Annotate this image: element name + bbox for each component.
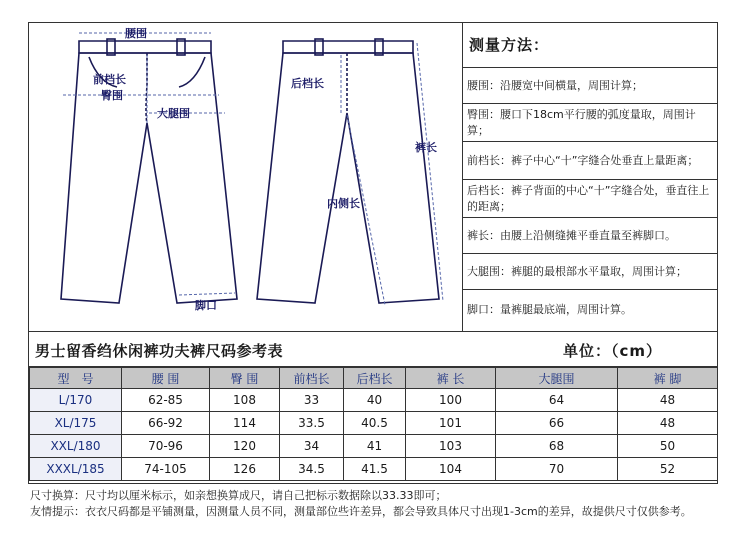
notes — [30, 488, 720, 520]
table-row — [30, 458, 718, 481]
cell-length: 101 — [406, 412, 496, 435]
method-item-thigh: 大腿围：裤腿的最根部水平量取，周围计算； — [463, 254, 717, 290]
inseam-label: 内侧长 — [327, 197, 360, 210]
cell-waist: 66-92 — [122, 412, 210, 435]
table-row — [30, 412, 718, 435]
hip-label: 臀围 — [101, 89, 123, 102]
cell-leg-opening: 52 — [618, 458, 718, 481]
cell-hip: 108 — [210, 389, 280, 412]
length-label: 裤长 — [415, 141, 437, 154]
leg-opening-label: 脚口 — [195, 299, 217, 312]
cell-front-rise: 33 — [280, 389, 344, 412]
header-length: 裤 长 — [406, 368, 496, 389]
cell-leg-opening: 48 — [618, 412, 718, 435]
table-title: 男士留香绉休闲裤功夫裤尺码参考表 — [35, 342, 284, 360]
method-item-front-rise: 前档长：裤子中心“十”字缝合处垂直上量距离； — [463, 142, 717, 180]
method-title: 测量方法： — [463, 23, 717, 68]
thigh-label: 大腿围 — [157, 107, 190, 120]
unit-label: 单位：（cm） — [563, 342, 663, 360]
header-thigh: 大腿围 — [496, 368, 618, 389]
cell-hip: 126 — [210, 458, 280, 481]
front-rise-label: 前档长 — [93, 73, 126, 86]
cell-length: 100 — [406, 389, 496, 412]
cell-length: 104 — [406, 458, 496, 481]
cell-size: XXL/180 — [30, 435, 122, 458]
pants-diagram — [29, 23, 463, 331]
cell-hip: 114 — [210, 412, 280, 435]
cell-front-rise: 33.5 — [280, 412, 344, 435]
cell-waist: 74-105 — [122, 458, 210, 481]
back-rise-label: 后档长 — [291, 77, 324, 90]
cell-thigh: 68 — [496, 435, 618, 458]
cell-thigh: 64 — [496, 389, 618, 412]
cell-hip: 120 — [210, 435, 280, 458]
cell-leg-opening: 48 — [618, 389, 718, 412]
cell-thigh: 70 — [496, 458, 618, 481]
header-size: 型 号 — [30, 368, 122, 389]
note-conversion: 尺寸换算：尺寸均以厘米标示，如亲想换算成尺，请自己把标示数据除以33.33即可； — [30, 489, 447, 502]
cell-waist: 70-96 — [122, 435, 210, 458]
method-item-leg-opening: 脚口：量裤腿最底端，周围计算。 — [467, 303, 632, 316]
table-header-row — [30, 368, 718, 389]
header-front-rise: 前档长 — [280, 368, 344, 389]
cell-back-rise: 40 — [344, 389, 406, 412]
method-item-length: 裤长：由腰上沿侧缝摊平垂直量至裤脚口。 — [463, 218, 717, 254]
header-leg-opening: 裤 脚 — [618, 368, 718, 389]
pants-illustration — [29, 23, 463, 331]
cell-thigh: 66 — [496, 412, 618, 435]
method-item-back-rise: 后档长：裤子背面的中心“十”字缝合处，垂直往上的距离； — [463, 180, 717, 218]
size-table — [29, 367, 718, 481]
method-item-waist: 腰围：沿腰宽中间横量，周围计算； — [463, 68, 717, 104]
cell-size: XL/175 — [30, 412, 122, 435]
note-tip: 友情提示：衣衣尺码都是平铺测量，因测量人员不同，测量部位些许差异，都会导致具体尺寸出现1-3cm的差异，故提供尺寸仅供参考。 — [30, 505, 692, 518]
header-back-rise: 后档长 — [344, 368, 406, 389]
cell-front-rise: 34 — [280, 435, 344, 458]
cell-waist: 62-85 — [122, 389, 210, 412]
header-waist: 腰 围 — [122, 368, 210, 389]
table-row — [30, 389, 718, 412]
header-hip: 臀 围 — [210, 368, 280, 389]
size-chart-frame — [28, 22, 718, 484]
table-row — [30, 435, 718, 458]
measurement-method-panel — [463, 23, 717, 331]
cell-leg-opening: 50 — [618, 435, 718, 458]
cell-front-rise: 34.5 — [280, 458, 344, 481]
cell-length: 103 — [406, 435, 496, 458]
cell-back-rise: 41.5 — [344, 458, 406, 481]
cell-back-rise: 41 — [344, 435, 406, 458]
waist-label: 腰围 — [125, 27, 147, 40]
cell-size: XXXL/185 — [30, 458, 122, 481]
method-item-hip: 臀围：腰口下18cm平行腰的弧度量取，周围计算； — [463, 104, 717, 142]
cell-size: L/170 — [30, 389, 122, 412]
cell-back-rise: 40.5 — [344, 412, 406, 435]
table-title-row — [29, 331, 717, 367]
